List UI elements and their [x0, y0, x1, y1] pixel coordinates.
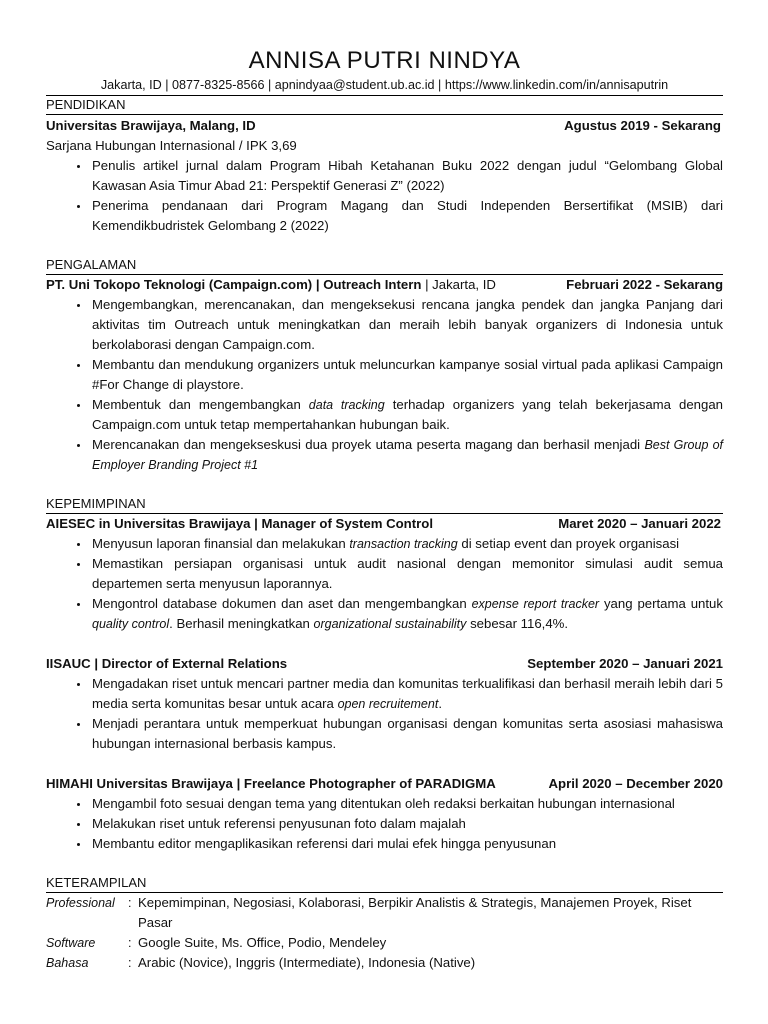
section-heading-education: PENDIDIKAN — [46, 96, 723, 115]
section-heading-leadership: KEPEMIMPINAN — [46, 495, 723, 514]
list-item: • Melakukan riset untuk referensi penyusunan foto dalam majalah — [90, 814, 723, 834]
list-item: • Penerima pendanaan dari Program Magang dan Studi Independen Bersertifikat (MSIB) dari Kemendikbudristek Gelombang 2 (2022) — [90, 196, 723, 236]
list-item: • Mengembangkan, merencanakan, dan mengeksekusi rencana jangka pendek dan jangka Panjang dari aktivitas tim Outreach untuk meningkatkan dan meraih lebih banyak organizers di Indonesia untuk berkolaborasi dengan Campaign.com. — [90, 295, 723, 355]
aiesec-org: AIESEC in Universitas Brawijaya — [46, 516, 251, 531]
list-item: • Membantu editor mengaplikasikan referensi dari mulai efek hingga penyusunan — [90, 834, 723, 854]
section-heading-skills: KETERAMPILAN — [46, 874, 723, 893]
list-item: • Penulis artikel jurnal dalam Program Hibah Ketahanan Buku 2022 dengan judul “Gelombang Global Kawasan Asia Timur Abad 21: Perspektif Generasi Z” (2022) — [90, 156, 723, 196]
aiesec-header — [46, 514, 723, 534]
list-item: • Memastikan persiapan organisasi untuk audit nasional dengan memonitor simulasi audit semua departemen serta menyusun laporannya. — [90, 554, 723, 594]
experience-header — [46, 275, 723, 295]
iisauc-bullets — [46, 674, 723, 754]
skill-colon: : — [128, 896, 132, 910]
iisauc-header — [46, 654, 723, 674]
list-item: • Membantu dan mendukung organizers untuk meluncurkan kampanye sosial virtual pada aplikasi Campaign #For Change di playstore. — [90, 355, 723, 395]
list-item: • Menjadi perantara untuk memperkuat hubungan organisasi dengan komunitas serta asosiasi mahasiswa hubungan internasional berbasis kampus. — [90, 714, 723, 754]
skill-value: Kepemimpinan, Negosiasi, Kolaborasi, Berpikir Analistis & Strategis, Manajemen Proyek, Riset Pasar — [138, 895, 692, 930]
list-item: • Merencanakan dan mengekseskusi dua proyek utama peserta magang dan berhasil menjadi Best Group of Employer Branding Project #1 — [90, 435, 723, 475]
himahi-header — [46, 774, 723, 794]
aiesec-date: Maret 2020 – Januari 2022 — [558, 516, 721, 531]
contact-line: Jakarta, ID | 0877-8325-8566 | apnindyaa@student.ub.ac.id | https://www.linkedin.com/in/annisaputrin — [46, 76, 723, 96]
education-school: Universitas Brawijaya, Malang, ID — [46, 118, 256, 133]
iisauc-role: | Director of External Relations — [90, 656, 288, 671]
section-heading-experience: PENGALAMAN — [46, 256, 723, 275]
education-date: Agustus 2019 - Sekarang — [564, 118, 721, 133]
skill-value: Google Suite, Ms. Office, Podio, Mendeley — [138, 935, 387, 950]
himahi-role: | Freelance Photographer of PARADIGMA — [232, 776, 496, 791]
education-degree: Sarjana Hubungan Internasional / IPK 3,69 — [46, 138, 297, 153]
education-bullets — [46, 156, 723, 236]
skill-label: Professional — [46, 896, 115, 910]
list-item: • Mengontrol database dokumen dan aset dan mengembangkan expense report tracker yang pertama untuk quality control. Berhasil meningkatkan organizational sustainability sebesar 116,4%. — [90, 594, 723, 634]
skill-label: Software — [46, 936, 96, 950]
himahi-bullets — [46, 794, 723, 854]
skills-table — [46, 893, 723, 973]
experience-location: | Jakarta, ID — [421, 277, 496, 292]
himahi-org: HIMAHI Universitas Brawijaya — [46, 776, 233, 791]
list-item: • Menyusun laporan finansial dan melakukan transaction tracking di setiap event dan proyek organisasi — [90, 534, 723, 554]
list-item: • Mengambil foto sesuai dengan tema yang ditentukan oleh redaksi berkaitan hubungan internasional — [90, 794, 723, 814]
iisauc-date: September 2020 – Januari 2021 — [527, 656, 723, 671]
education-header — [46, 116, 723, 136]
experience-org: PT. Uni Tokopo Teknologi (Campaign.com) | Outreach Intern — [46, 277, 422, 292]
himahi-date: April 2020 – December 2020 — [548, 776, 723, 791]
skill-colon: : — [128, 956, 132, 970]
experience-bullets — [46, 295, 723, 475]
experience-date: Februari 2022 - Sekarang — [566, 277, 723, 292]
resume-name: ANNISA PUTRI NINDYA — [248, 47, 521, 74]
aiesec-role: | Manager of System Control — [250, 516, 433, 531]
iisauc-org: IISAUC — [46, 656, 91, 671]
aiesec-bullets — [46, 534, 723, 634]
skill-colon: : — [128, 936, 132, 950]
skill-value: Arabic (Novice), Inggris (Intermediate), Indonesia (Native) — [138, 955, 476, 970]
list-item: • Mengadakan riset untuk mencari partner media dan komunitas terkualifikasi dan berhasil meraih lebih dari 5 media serta komunitas besar untuk acara open recruitement. — [90, 674, 723, 714]
skill-label: Bahasa — [46, 956, 89, 970]
list-item: • Membentuk dan mengembangkan data tracking terhadap organizers yang telah bekerjasama dengan Campaign.com untuk tetap mempertahankan hubungan baik. — [90, 395, 723, 435]
